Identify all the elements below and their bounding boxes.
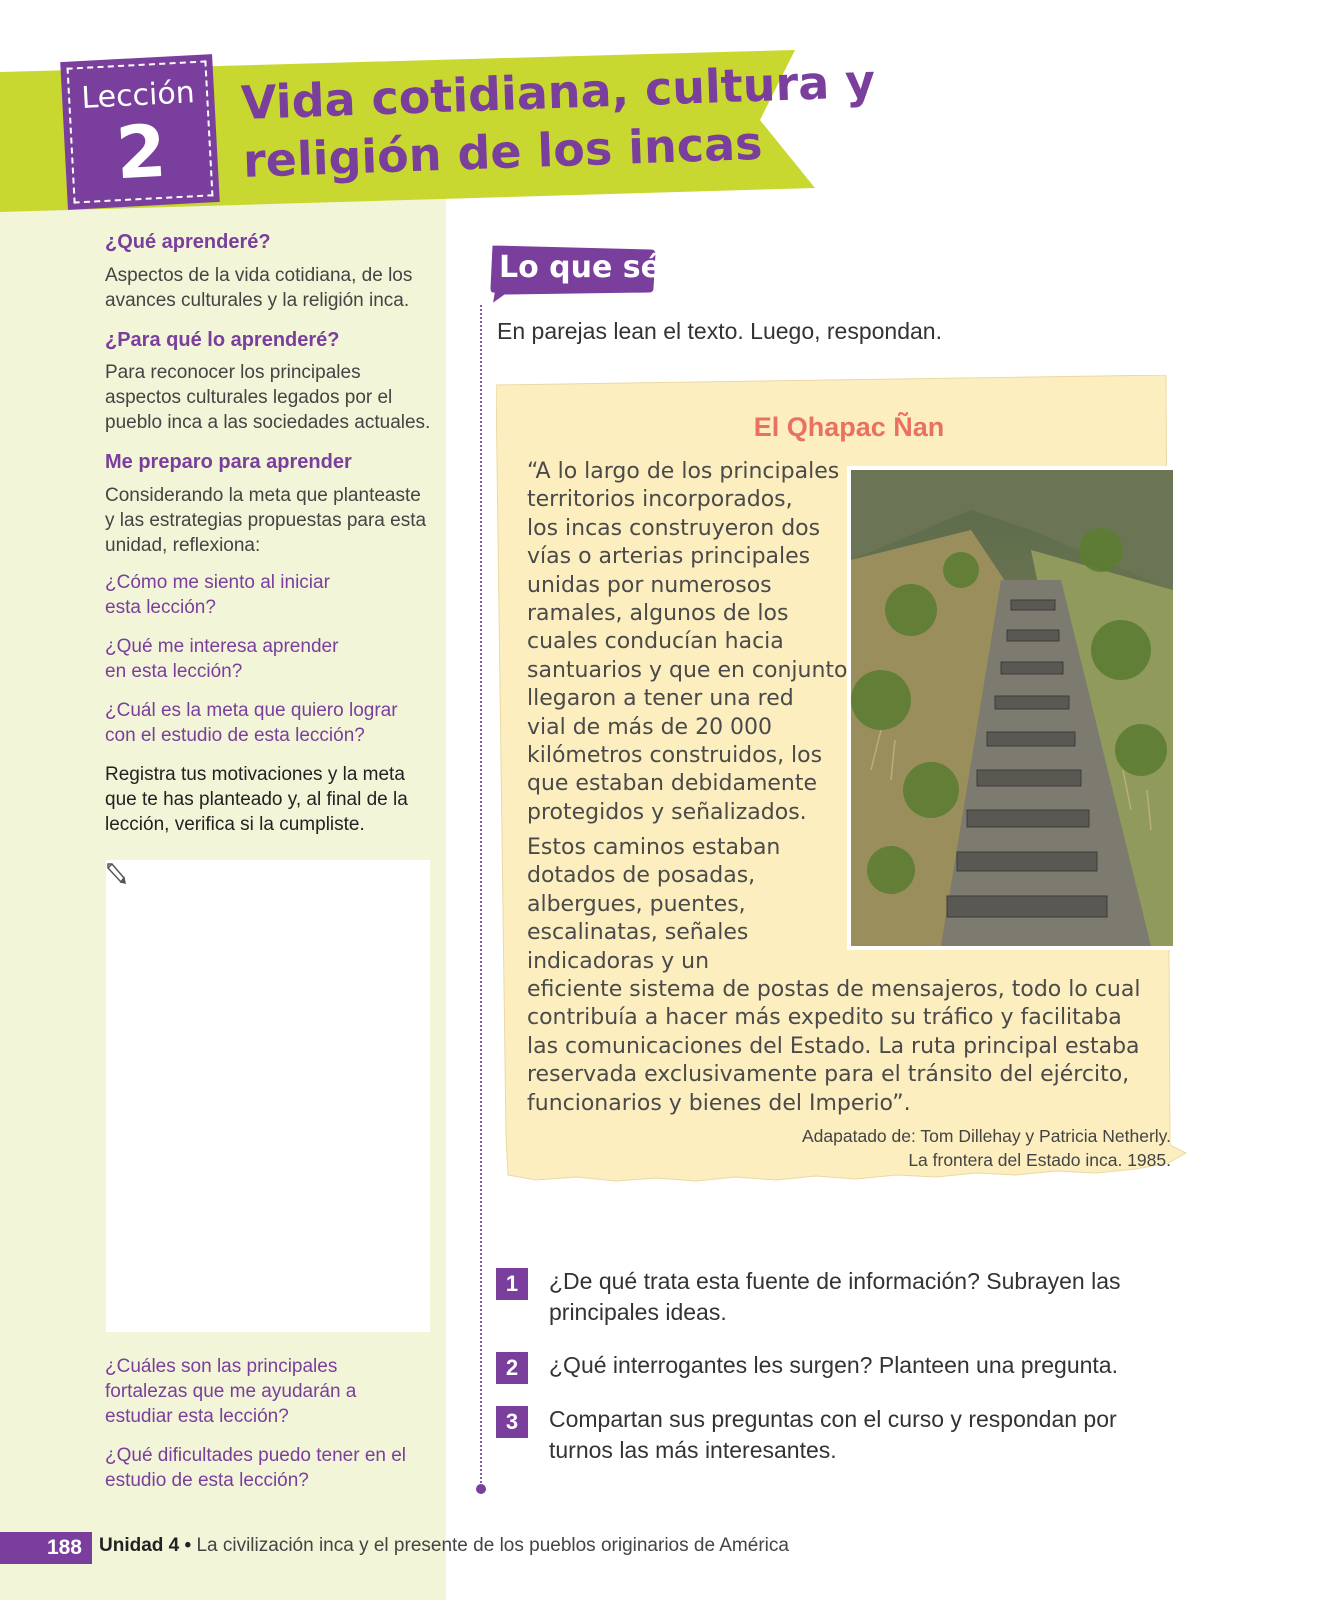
- source-title: El Qhapac Ñan: [753, 412, 945, 442]
- lesson-title: [240, 53, 877, 189]
- reflection-question: ¿Qué dificultades puedo tener en el estudio de esta lección?: [105, 1445, 407, 1491]
- sidebar-instruction: Registra tus motivaciones y la meta que te has planteado y, al final de la lección, verifica si la cumpliste.: [105, 764, 408, 835]
- reflection-question: ¿Cuál es la meta que quiero lograr con el estudio de esta lección?: [105, 700, 398, 746]
- section-divider: [480, 305, 482, 1487]
- source-text-line: llegaron a tener una red: [527, 686, 794, 712]
- notes-area[interactable]: [106, 860, 430, 1332]
- source-text-line: los incas construyeron dos: [527, 515, 821, 541]
- source-text-line: reservada exclusivamente para el tránsito del ejército,: [527, 1062, 1130, 1088]
- reflection-question: ¿Qué me interesa aprender en esta lección?: [105, 636, 339, 682]
- source-text-line: vías o arterias principales: [527, 544, 811, 570]
- lesson-number-box: [60, 54, 220, 210]
- sidebar-text: Para reconocer los principales aspectos culturales legados por el pueblo inca a las sociedades actuales.: [105, 362, 431, 433]
- lesson-word: Lección: [80, 75, 196, 116]
- reflection-question: ¿Cuáles son las principales fortalezas que me ayudarán a estudiar esta lección?: [105, 1356, 357, 1427]
- source-text-line: santuarios y que en conjunto: [527, 657, 848, 683]
- source-text: [527, 458, 1177, 827]
- source-text-line: cuales conducían hacia: [527, 629, 784, 655]
- lesson-title-line: religión de los incas: [242, 115, 764, 188]
- source-text-line: vial de más de 20 000: [527, 714, 773, 740]
- instruction-text: En parejas lean el texto. Luego, respondan.: [497, 318, 942, 344]
- sidebar-text: Considerando la meta que planteaste y las estrategias propuestas para esta unidad, reflexiona:: [105, 485, 427, 556]
- source-text-line: Estos caminos estaban: [527, 835, 781, 860]
- sidebar-heading: Me preparo para aprender: [105, 451, 352, 473]
- question-text: ¿Qué interrogantes les surgen? Planteen una pregunta.: [549, 1352, 1118, 1378]
- pencil-icon: [104, 862, 126, 884]
- question-number: 1: [496, 1268, 528, 1300]
- source-text-line: unidas por numerosos: [527, 572, 772, 598]
- source-text-line: eficiente sistema de postas de mensajeros, todo lo cual: [527, 977, 1141, 1003]
- reflection-question: ¿Cómo me siento al iniciar esta lección?: [105, 572, 330, 618]
- question-number: 2: [496, 1352, 528, 1384]
- source-text-line: escalinatas, señales: [527, 920, 749, 946]
- source-text-line: las comunicaciones del Estado. La ruta principal estaba: [527, 1033, 1140, 1059]
- sidebar-heading: ¿Para qué lo aprenderé?: [105, 329, 340, 351]
- question-number: 3: [496, 1406, 528, 1438]
- source-text-line: “A lo largo de los principales: [527, 459, 840, 484]
- source-text-line: dotados de posadas,: [527, 863, 756, 889]
- question-text: Compartan sus preguntas con el curso y respondan por turnos las más interesantes.: [549, 1406, 1117, 1463]
- source-text-line: kilómetros construidos, los: [527, 743, 823, 769]
- section-tag: [485, 242, 661, 300]
- sidebar-heading: ¿Qué aprenderé?: [105, 231, 271, 253]
- footer-text: Unidad 4 • La civilización inca y el presente de los pueblos originarios de América: [99, 1535, 789, 1556]
- source-text-line: territorios incorporados,: [527, 487, 793, 513]
- source-text: [527, 834, 1177, 1118]
- lesson-number: 2: [113, 108, 169, 196]
- source-text-line: protegidos y señalizados.: [527, 799, 807, 825]
- question-text: ¿De qué trata esta fuente de información? Subrayen las principales ideas.: [549, 1268, 1121, 1325]
- divider-end-dot: [476, 1484, 486, 1494]
- sidebar-text: Aspectos de la vida cotidiana, de los avances culturales y la religión inca.: [105, 265, 413, 311]
- source-citation: Adapatado de: Tom Dillehay y Patricia Netherly. La frontera del Estado inca. 1985.: [802, 1126, 1171, 1170]
- page-number: 188: [0, 1532, 92, 1564]
- source-text-line: ramales, algunos de los: [527, 601, 789, 627]
- source-text-line: albergues, puentes,: [527, 891, 746, 917]
- source-text-line: indicadoras y un: [527, 948, 710, 974]
- lesson-title-line: Vida cotidiana, cultura y: [240, 53, 877, 130]
- source-text-line: contribuía a hacer más expedito su tráfico y facilitaba: [527, 1005, 1122, 1031]
- section-tag-label: Lo que sé: [499, 250, 661, 285]
- source-text-line: que estaban debidamente: [527, 771, 818, 797]
- source-text-line: funcionarios y bienes del Imperio”.: [527, 1090, 911, 1116]
